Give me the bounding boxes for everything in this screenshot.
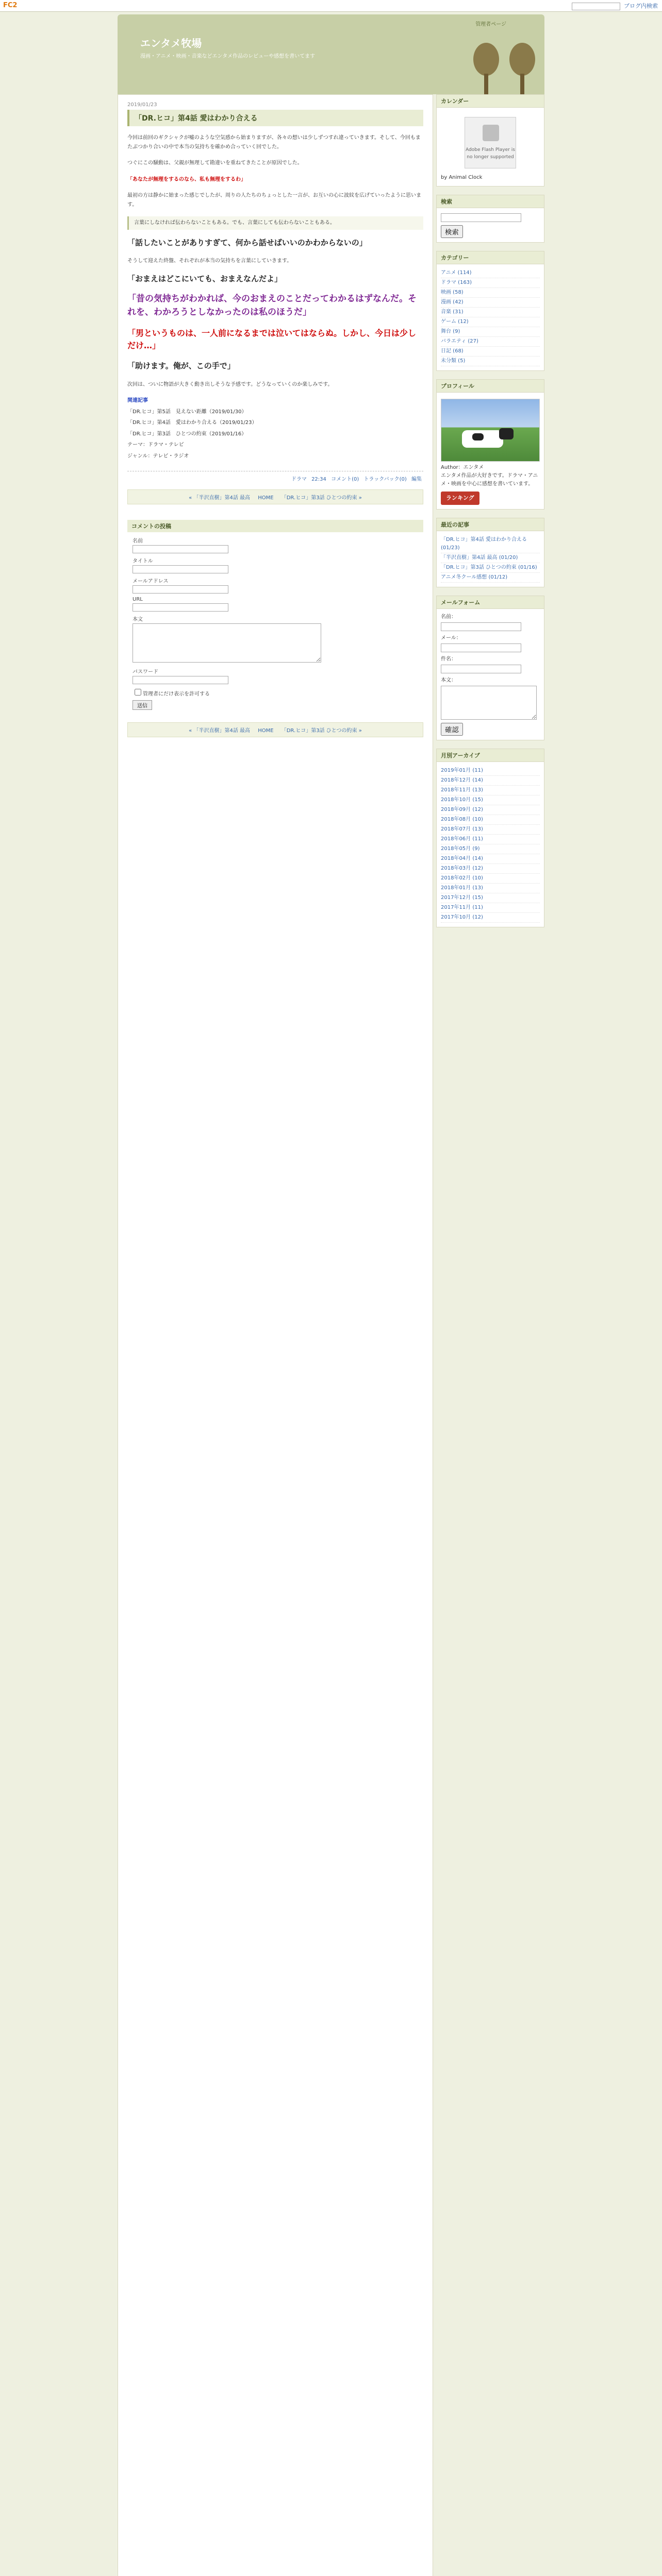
mail-field[interactable] [133, 585, 228, 594]
profile-text: エンタメ作品が大好きです。ドラマ・アニメ・映画を中心に感想を書いています。 [441, 473, 538, 487]
post-time-link[interactable]: 22:34 [311, 477, 326, 482]
pager [127, 489, 423, 504]
mailform-body-input[interactable] [441, 686, 537, 720]
mailform-title: メールフォーム [437, 596, 544, 609]
name-label: 名前 [133, 538, 143, 544]
mailform-body-label: 本文： [441, 677, 456, 683]
calendar-caption[interactable]: by Animal Clock [441, 175, 483, 180]
category-item[interactable]: 日記 (68) [441, 347, 540, 357]
mailform-subject-label: 件名： [441, 656, 456, 662]
comment-form-title: コメントの投稿 [127, 520, 423, 532]
comment-form [127, 520, 423, 710]
archive-item[interactable]: 2018年05月 (9) [441, 844, 540, 854]
main-column [118, 94, 433, 2576]
post-paragraph: 今回は前回のギクシャクが嘘のような空気感から始まりますが、各々の想いは少しずつすれ違っていきます。そして、今回もまたぶつかり合いの中で本当の気持ちを確かめ合っていく回でした。 [127, 135, 421, 150]
post-edit-link[interactable]: 編集 [411, 477, 422, 482]
archive-item[interactable]: 2018年11月 (13) [441, 786, 540, 795]
mail-label: メールアドレス [133, 579, 169, 584]
body-label: 本文 [133, 617, 143, 622]
secret-label: 管理者にだけ表示を許可する [143, 691, 210, 697]
password-label: パスワード [133, 669, 158, 675]
archive-item[interactable]: 2018年06月 (11) [441, 835, 540, 844]
mailform-widget [436, 596, 544, 740]
blog-search-input[interactable] [572, 3, 620, 10]
post-closing: 次回は、ついに物語が大きく動き出しそうな予感です。どうなっていくのか楽しみです。 [127, 381, 333, 387]
recent-list [441, 535, 540, 583]
category-item[interactable]: バラエティ (27) [441, 337, 540, 347]
password-field[interactable] [133, 676, 228, 684]
fc2-logo[interactable] [3, 2, 17, 9]
tree-decoration-left [473, 43, 499, 94]
category-list [441, 268, 540, 366]
sidebar [436, 94, 544, 2576]
recent-item[interactable]: 「半沢直樹」第4話 最高 (01/20) [441, 553, 540, 563]
mailform-mail-label: メール： [441, 635, 461, 641]
fc2-logo-num: 2 [12, 2, 18, 9]
archive-item[interactable]: 2018年12月 (14) [441, 776, 540, 786]
recent-widget [436, 518, 544, 587]
post-paragraph: つぐにこの騒動は、父親が無理して勘違いを重ねてきたことが原因でした。 [127, 160, 303, 166]
archives-list [441, 766, 540, 923]
calendar-title: カレンダー [437, 95, 544, 108]
tree-decoration-right [509, 43, 535, 94]
blog-title[interactable]: エンタメ牧場 [140, 37, 202, 49]
post-big-line: 「話したいことがありすぎて、何から話せばいいのかわからないの」 [127, 238, 367, 247]
comment-body-field[interactable] [133, 623, 321, 663]
related-post-link[interactable]: 「DR.ヒコ」第3話 ひとつの約束（2019/01/16） [127, 431, 247, 437]
recent-item[interactable]: 「DR.ヒコ」第4話 愛はわかり合える (01/23) [441, 535, 540, 553]
archive-item[interactable]: 2017年10月 (12) [441, 913, 540, 923]
recent-title: 最近の記事 [437, 518, 544, 531]
url-field[interactable] [133, 603, 228, 612]
subject-field[interactable] [133, 565, 228, 573]
archive-item[interactable]: 2019年01月 (11) [441, 766, 540, 776]
blog-header [118, 14, 544, 94]
post-quote-block: 言葉にしなければ伝わらないこともある。でも、言葉にしても伝わらないこともある。 [127, 216, 423, 230]
pager-prev[interactable]: « 「半沢直樹」第4話 最高 [189, 495, 250, 501]
category-item[interactable]: 未分類 (5) [441, 357, 540, 366]
post-paragraph: そうして迎えた終盤、それぞれが本当の気持ちを言葉にしていきます。 [127, 258, 292, 264]
mailform-submit-button[interactable]: 確認 [441, 723, 463, 736]
post-big-line-purple: 「昔の気持ちがわかれば、今のおまえのことだってわかるはずなんだ。それを、わかろうとしなかったのは私のほうだ」 [127, 294, 417, 317]
category-item[interactable]: 映画 (58) [441, 288, 540, 298]
post-big-line: 「おまえはどこにいても、おまえなんだよ」 [127, 274, 283, 283]
name-field[interactable] [133, 545, 228, 553]
recent-item[interactable]: アニメ冬クール感想 (01/12) [441, 573, 540, 583]
pager-home[interactable]: HOME [258, 728, 274, 734]
sidebar-search-button[interactable]: 検索 [441, 225, 463, 238]
archive-item[interactable]: 2018年04月 (14) [441, 854, 540, 864]
archive-item[interactable]: 2018年09月 (12) [441, 805, 540, 815]
post-body [127, 133, 423, 461]
pager-bottom [127, 722, 423, 737]
flash-note: Adobe Flash Player is no longer supported [466, 147, 515, 160]
pager-home[interactable]: HOME [258, 495, 274, 501]
topbar-search [572, 2, 658, 10]
post-date: 2019/01/23 [127, 102, 157, 108]
related-posts [127, 396, 423, 438]
category-item[interactable]: 漫画 (42) [441, 298, 540, 308]
category-item[interactable]: ゲーム (12) [441, 317, 540, 327]
related-post-link[interactable]: 「DR.ヒコ」第5話 見えない距離（2019/01/30） [127, 409, 247, 415]
archives-widget [436, 749, 544, 927]
ranking-button[interactable]: ランキング [441, 492, 479, 505]
search-title: 検索 [437, 195, 544, 208]
related-post-link[interactable]: 「DR.ヒコ」第4話 愛はわかり合える（2019/01/23） [127, 420, 257, 426]
archive-item[interactable]: 2018年03月 (12) [441, 864, 540, 874]
post-genre[interactable]: ジャンル：テレビ・ラジオ [127, 453, 189, 459]
page-wrapper [118, 14, 544, 2576]
mailform-name-label: 名前： [441, 614, 456, 620]
post-quote-highlight: 「あなたが無理をするのなら、私も無理をするわ」 [127, 176, 246, 182]
archive-item[interactable]: 2017年11月 (11) [441, 903, 540, 913]
profile-name: Author：エンタメ [441, 465, 484, 470]
category-item[interactable]: 音楽 (31) [441, 308, 540, 317]
mailform-subject-input[interactable] [441, 665, 521, 673]
mailform-mail-input[interactable] [441, 643, 521, 652]
archives-title: 月別アーカイブ [437, 749, 544, 762]
recent-item[interactable]: 「DR.ヒコ」第3話 ひとつの約束 (01/16) [441, 563, 540, 573]
profile-avatar [441, 399, 540, 462]
post-comment-link[interactable]: コメント(0) [331, 477, 359, 482]
subject-label: タイトル [133, 558, 153, 564]
post-big-line: 「助けます。俺が、この手で」 [127, 361, 235, 370]
category-item[interactable]: 舞台 (9) [441, 327, 540, 337]
archive-item[interactable]: 2017年12月 (15) [441, 893, 540, 903]
post-category-link[interactable]: ドラマ [291, 477, 307, 482]
profile-title: プロフィール [437, 380, 544, 393]
sidebar-search-input[interactable] [441, 213, 521, 222]
blog-description: 漫画・アニメ・映画・音楽などエンタメ作品のレビューや感想を書いてます [140, 54, 316, 59]
category-title: カテゴリー [437, 251, 544, 264]
post-trackback-link[interactable]: トラックバック(0) [363, 477, 407, 482]
pager-next[interactable]: 「DR.ヒコ」第3話 ひとつの約束 » [281, 495, 362, 501]
post-big-line-red: 「男というものは、一人前になるまでは泣いてはならぬ。しかし、今日は少しだけ…」 [127, 328, 417, 350]
admin-link[interactable]: 管理者ページ [475, 22, 506, 27]
related-header: 関連記事 [127, 398, 148, 403]
fc2-topbar [0, 0, 662, 12]
profile-widget [436, 379, 544, 510]
post-theme[interactable]: テーマ：ドラマ・テレビ [127, 442, 184, 448]
flash-placeholder [465, 117, 516, 168]
archive-item[interactable]: 2018年01月 (13) [441, 884, 540, 893]
category-item[interactable]: アニメ (114) [441, 268, 540, 278]
archive-item[interactable]: 2018年10月 (15) [441, 795, 540, 805]
post-footer [127, 471, 423, 485]
archive-item[interactable]: 2018年07月 (13) [441, 825, 540, 835]
archive-item[interactable]: 2018年08月 (10) [441, 815, 540, 825]
secret-checkbox[interactable] [135, 689, 141, 696]
calendar-widget [436, 94, 544, 187]
comment-submit-button[interactable]: 送信 [133, 700, 152, 710]
fc2-logo-fc: FC [3, 2, 13, 9]
puzzle-icon [483, 125, 499, 141]
pager-prev[interactable]: « 「半沢直樹」第4話 最高 [189, 728, 250, 734]
post-title[interactable]: 「DR.ヒコ」第4話 愛はわかり合える [127, 110, 423, 126]
post-paragraph: 最初の方は静かに始まった感じでしたが、周りの人たちのちょっとした一言が、お互いの心に波紋を広げていったように思います。 [127, 193, 421, 208]
category-item[interactable]: ドラマ (163) [441, 278, 540, 288]
archive-item[interactable]: 2018年02月 (10) [441, 874, 540, 884]
search-widget [436, 195, 544, 243]
pager-next[interactable]: 「DR.ヒコ」第3話 ひとつの約束 » [281, 728, 362, 734]
blog-search-link[interactable]: ブログ内検索 [624, 3, 658, 9]
mailform-name-input[interactable] [441, 622, 521, 631]
category-widget [436, 251, 544, 371]
url-label: URL [133, 597, 143, 602]
